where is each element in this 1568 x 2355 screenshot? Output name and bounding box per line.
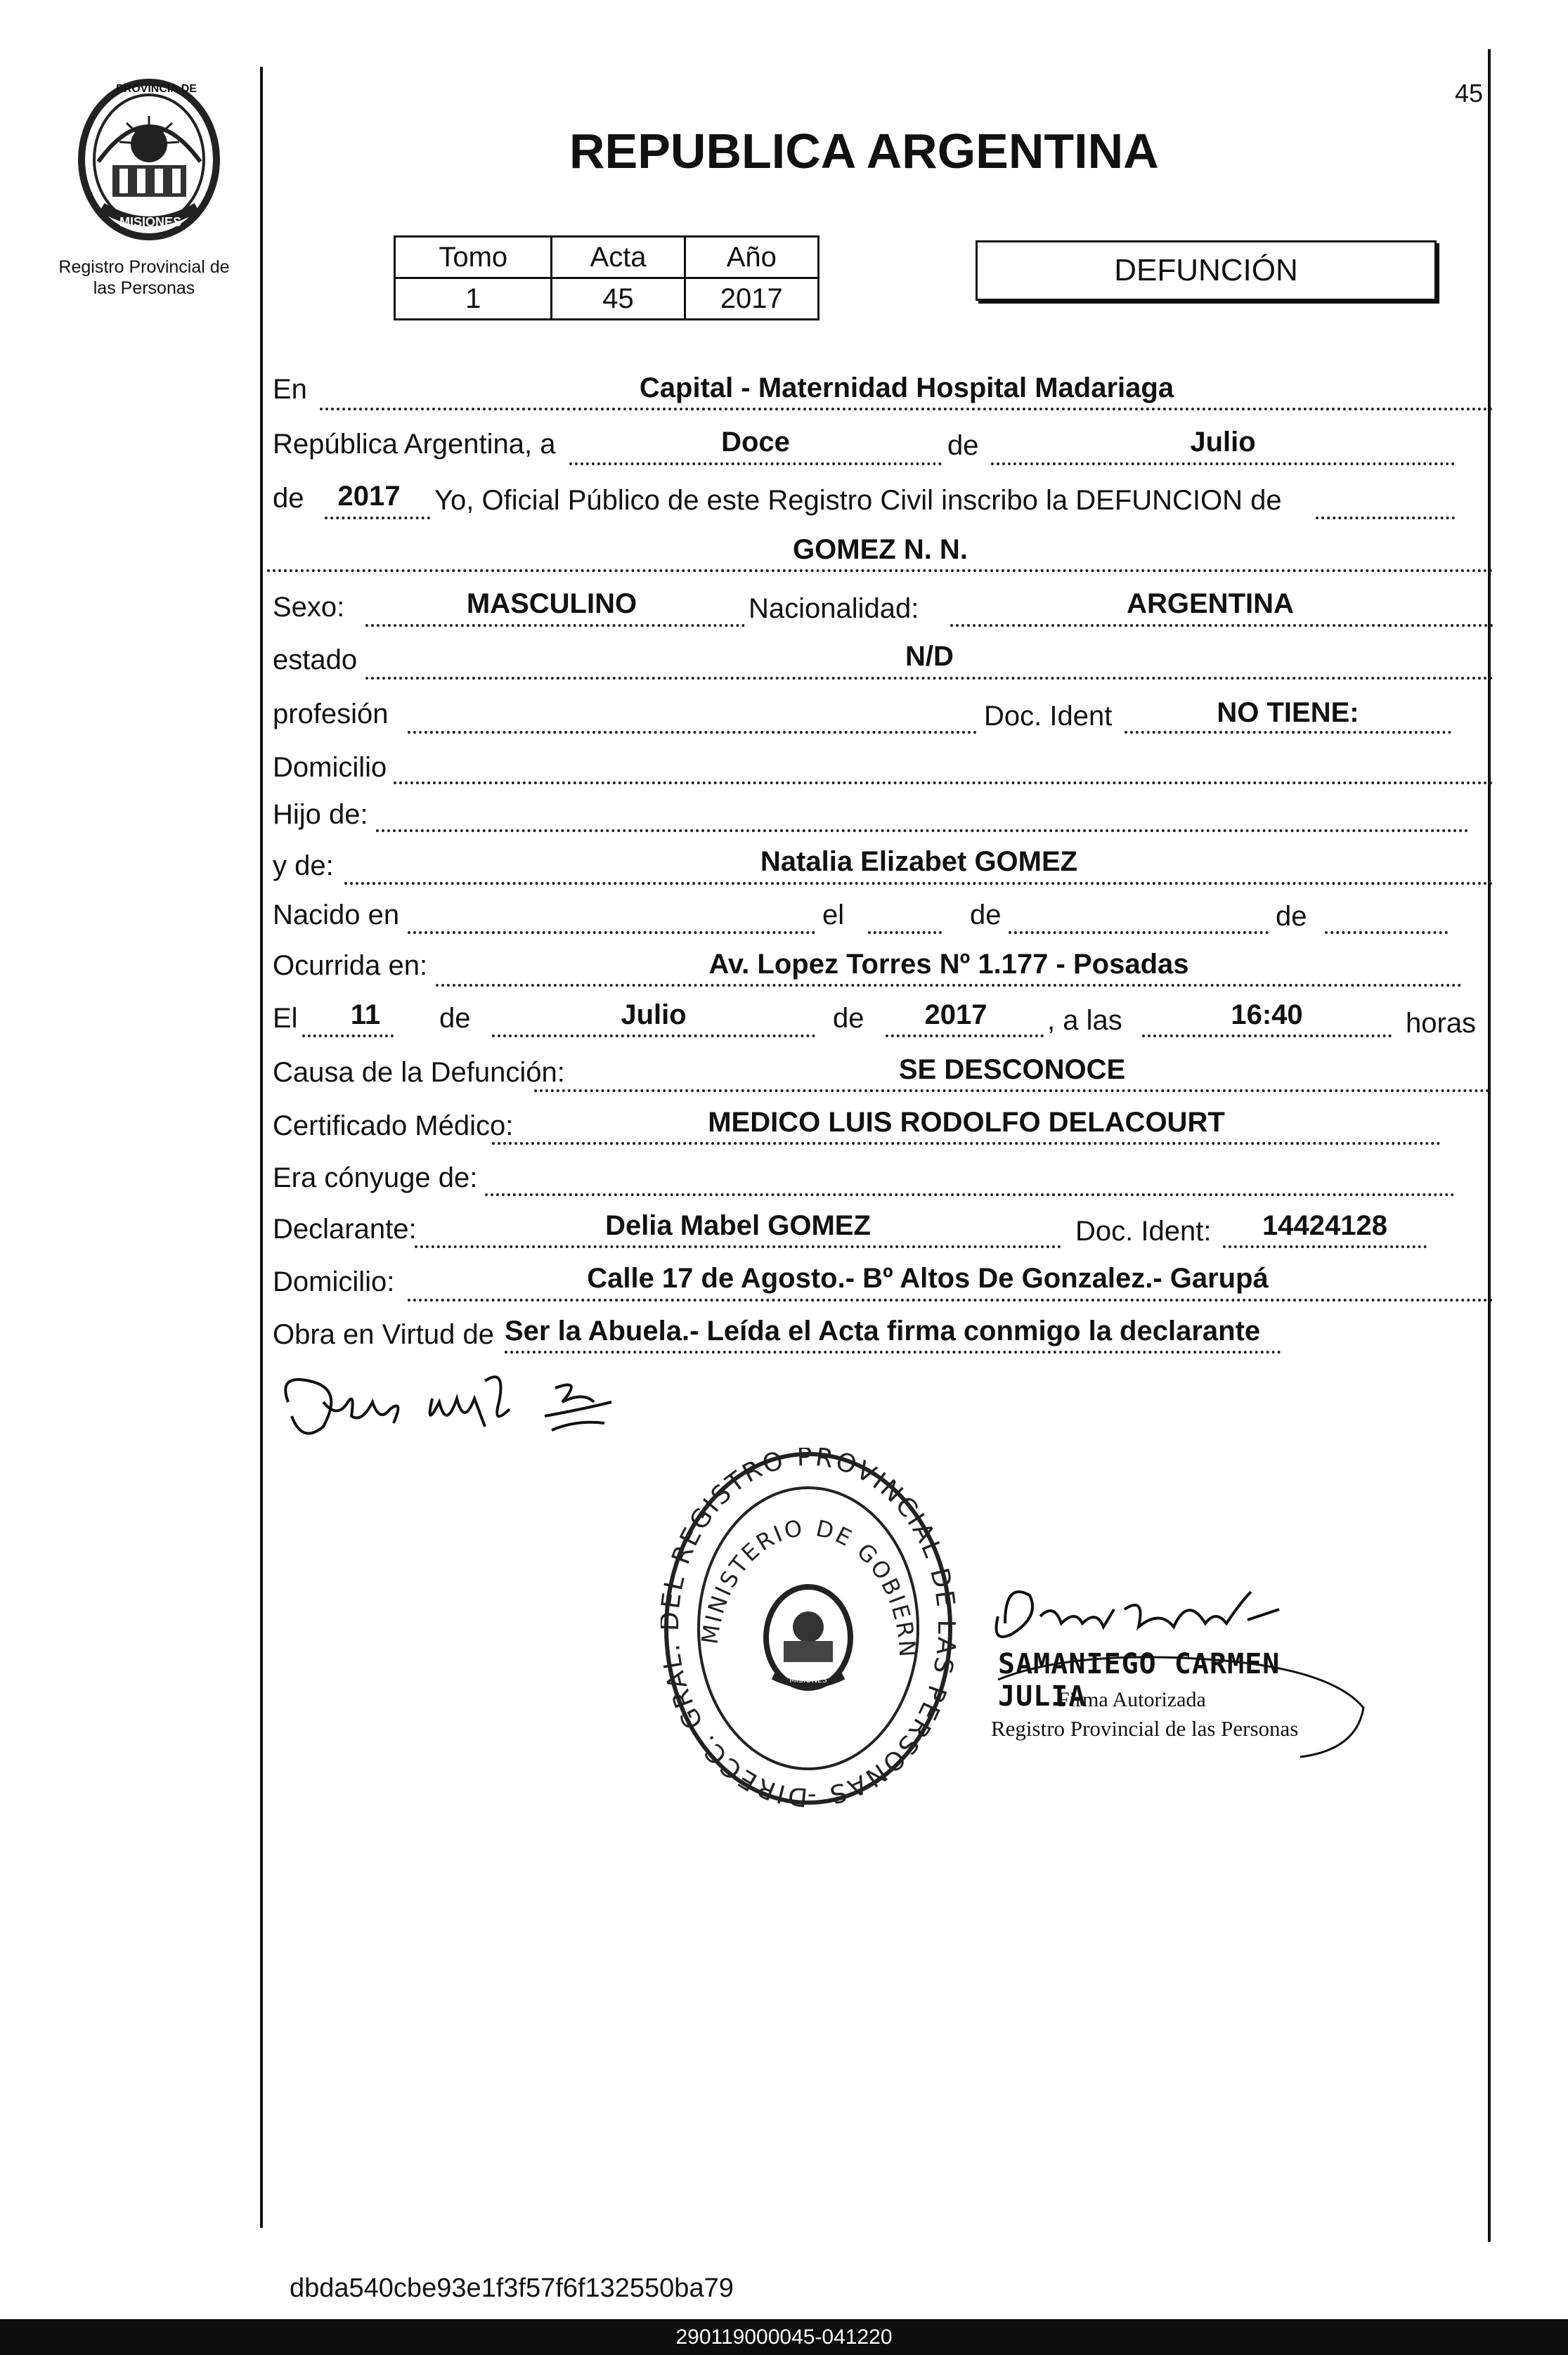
stamp-seal-text: MISIONES xyxy=(789,1675,827,1685)
label-sexo: Sexo: xyxy=(273,592,345,623)
label-y-de: y de: xyxy=(273,850,334,881)
signatory-name: SAMANIEGO CARMEN JULIA xyxy=(998,1648,1281,1713)
label-republica: República Argentina, a xyxy=(273,429,556,460)
label-causa: Causa de la Defunción: xyxy=(273,1057,565,1088)
label-certificado: Certificado Médico: xyxy=(273,1110,514,1141)
value-nacionalidad: ARGENTINA xyxy=(1127,588,1294,619)
rule-domicilio-declarante xyxy=(408,1299,1494,1302)
value-place-of-death: Av. Lopez Torres Nº 1.177 - Posadas xyxy=(708,949,1189,980)
rule-nacido-day xyxy=(868,931,942,934)
value-day: Doce xyxy=(721,427,790,458)
rule-causa xyxy=(534,1089,1490,1092)
rule-profesion xyxy=(408,731,977,734)
page-title: REPUBLICA ARGENTINA xyxy=(569,124,1159,179)
official-stamp xyxy=(661,1448,956,1810)
value-domicilio-declarante: Calle 17 de Agosto.- Bº Altos De Gonzalez.- Garupá xyxy=(587,1263,1269,1294)
rule-death-time xyxy=(1142,1034,1392,1037)
value-place: Capital - Maternidad Hospital Madariaga xyxy=(639,372,1174,403)
value-obra: Ser la Abuela.- Leída el Acta firma conmigo la declarante xyxy=(505,1316,1261,1347)
label-domicilio: Domicilio xyxy=(273,752,387,783)
rule-estado xyxy=(365,677,1494,680)
rule-y-de xyxy=(344,882,1494,885)
agency-line-1: Registro Provincial de xyxy=(58,257,230,277)
rule-day xyxy=(569,462,942,465)
rule-en xyxy=(320,408,1494,410)
record-type-box xyxy=(976,240,1437,301)
record-table-cell: 1 xyxy=(395,278,552,320)
rule-nacido xyxy=(408,931,815,934)
inscribo-text: Yo, Oficial Público de este Registro Civil inscribo la DEFUNCION de xyxy=(434,485,1282,516)
label-de: de xyxy=(947,430,979,461)
agency-line-2: las Personas xyxy=(93,278,195,298)
rule-month xyxy=(991,462,1455,465)
label-nacionalidad: Nacionalidad: xyxy=(749,593,919,624)
record-table-value-row xyxy=(395,278,819,320)
rule-ocurrida xyxy=(436,984,1462,987)
label-el: el xyxy=(822,900,845,930)
seal-bottom-text: MISIONES xyxy=(119,215,182,229)
label-profesion: profesión xyxy=(273,699,389,729)
rule-declarante xyxy=(415,1245,1061,1248)
label-conyuge: Era cónyuge de: xyxy=(273,1162,478,1193)
rule-nacido-month xyxy=(1009,931,1269,934)
label-de-death-year: de xyxy=(833,1003,864,1034)
rule-death-year xyxy=(886,1034,1044,1037)
record-table-cell: 45 xyxy=(552,278,685,320)
label-hijo: Hijo de: xyxy=(273,799,368,830)
label-domicilio-declarante: Domicilio: xyxy=(273,1266,395,1297)
rule-conyuge xyxy=(485,1193,1455,1196)
label-ocurrida: Ocurrida en: xyxy=(273,950,428,981)
value-certificado: MEDICO LUIS RODOLFO DELACOURT xyxy=(708,1107,1225,1138)
label-de-year: de xyxy=(273,483,304,514)
label-de-death-month: de xyxy=(439,1003,471,1034)
authorized-signature-block xyxy=(963,1567,1385,1778)
record-table xyxy=(394,235,819,320)
label-obra: Obra en Virtud de xyxy=(273,1319,495,1350)
label-horas: horas xyxy=(1406,1008,1477,1039)
rule-nacido-year xyxy=(1325,931,1448,934)
value-death-year: 2017 xyxy=(924,999,987,1030)
value-death-month: Julio xyxy=(621,999,687,1030)
label-nacido: Nacido en xyxy=(273,900,400,930)
value-doc-ident: NO TIENE: xyxy=(1217,697,1359,728)
record-table-header: Acta xyxy=(552,237,685,278)
stamp-ring-text: DIRECC. GRA L REGISTRO PROVINCIAL D S PERSONAS - xyxy=(661,1448,956,1810)
value-sexo: MASCULINO xyxy=(466,588,637,619)
label-de-nacido-year: de xyxy=(1276,901,1307,932)
value-death-time: 16:40 xyxy=(1231,999,1303,1030)
rule-death-day xyxy=(302,1034,394,1037)
label-doc-ident-declarante: Doc. Ident: xyxy=(1075,1216,1212,1247)
page-number: 45 xyxy=(1455,79,1484,108)
label-estado: estado xyxy=(273,644,358,675)
declarant-signature xyxy=(274,1360,668,1451)
record-type: DEFUNCIÓN xyxy=(1114,253,1298,287)
rule-doc-ident-declarante xyxy=(1223,1245,1427,1248)
label-a-las: , a las xyxy=(1047,1005,1122,1036)
value-death-day: 11 xyxy=(350,999,381,1030)
value-month: Julio xyxy=(1190,427,1256,458)
rule-domicilio xyxy=(394,781,1494,784)
rule-death-month xyxy=(492,1034,815,1037)
rule-sexo xyxy=(365,624,745,627)
label-declarante: Declarante: xyxy=(273,1214,417,1245)
rule-name xyxy=(267,569,1494,572)
record-table-header: Tomo xyxy=(395,237,552,278)
left-margin-line xyxy=(260,67,263,2228)
rule-obra xyxy=(505,1351,1281,1354)
label-doc-ident: Doc. Ident xyxy=(984,701,1113,732)
value-declarante: Delia Mabel GOMEZ xyxy=(605,1210,871,1241)
rule-nacionalidad xyxy=(950,624,1494,627)
value-doc-ident-declarante: 14424128 xyxy=(1262,1210,1387,1241)
record-table-cell: 2017 xyxy=(685,278,818,320)
value-causa: SE DESCONOCE xyxy=(898,1054,1126,1085)
value-year: 2017 xyxy=(337,481,401,512)
signature-line-1: Firma Autorizada xyxy=(1058,1688,1206,1711)
value-mother: Natalia Elizabet GOMEZ xyxy=(760,846,1078,877)
province-seal-icon xyxy=(74,77,225,242)
rule-certificado xyxy=(492,1142,1441,1145)
agency-name xyxy=(39,257,250,299)
label-de-nacido: de xyxy=(970,900,1002,930)
document-hash: dbda540cbe93e1f3f57f6f132550ba79 xyxy=(290,2273,734,2303)
value-estado: N/D xyxy=(905,641,954,672)
seal-top-text: PROVINCIA DE xyxy=(116,83,197,95)
label-en: En xyxy=(273,374,307,405)
footer-code: 290119000045-041220 xyxy=(675,2325,893,2349)
rule-year xyxy=(325,517,430,519)
value-deceased-name: GOMEZ N. N. xyxy=(793,534,968,565)
rule-hijo xyxy=(376,829,1469,832)
rule-inscribo xyxy=(1316,517,1455,519)
rule-doc-ident xyxy=(1125,731,1451,734)
signature-line-2: Registro Provincial de las Personas xyxy=(991,1716,1299,1741)
stamp-inner-text: MINISTERIO DE GOBIERN xyxy=(696,1514,921,1660)
record-table-header-row xyxy=(395,237,819,278)
record-table-header: Año xyxy=(685,237,818,278)
label-el-death: El xyxy=(273,1003,298,1034)
footer-bar xyxy=(0,2319,1568,2355)
